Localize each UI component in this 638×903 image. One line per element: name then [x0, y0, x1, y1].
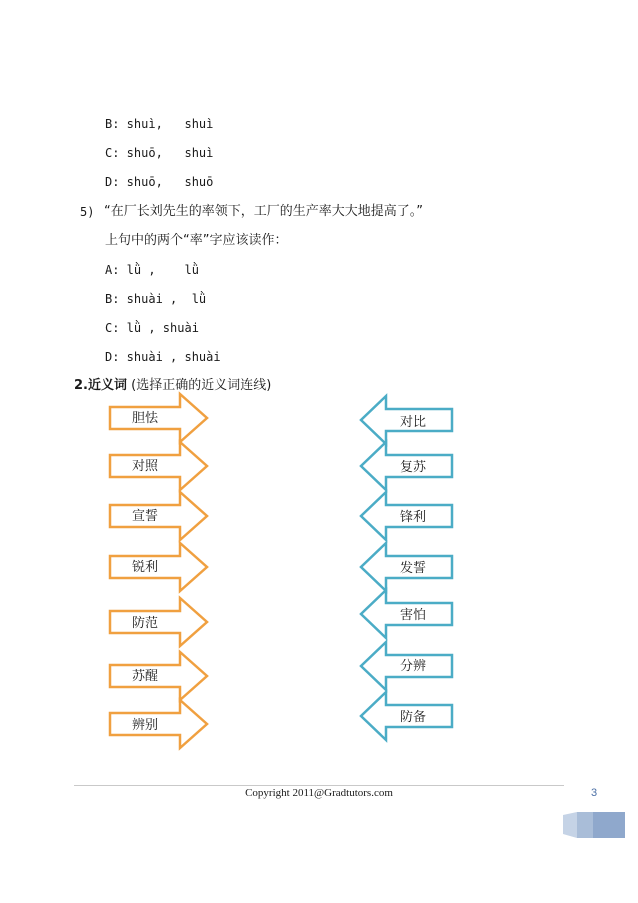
page-corner-decoration: [563, 812, 625, 838]
right-word-5: 害怕: [400, 608, 427, 623]
question-number: 5): [80, 205, 95, 219]
right-word-6: 分辨: [400, 659, 427, 674]
page-number: 3: [591, 787, 598, 799]
option-a: A: lǜ , lǜ: [105, 263, 199, 277]
left-arrow-1[interactable]: [110, 394, 207, 442]
left-arrow-2[interactable]: [110, 442, 207, 490]
left-word-3: 宣誓: [132, 509, 159, 524]
left-arrow-3[interactable]: [110, 492, 207, 540]
right-word-2: 复苏: [400, 460, 427, 475]
right-word-3: 锋利: [400, 510, 427, 525]
right-arrow-1[interactable]: [361, 396, 452, 444]
footer-copyright: Copyright 2011@Gradtutors.com: [245, 787, 393, 799]
footer-divider: [74, 785, 564, 786]
left-arrow-5[interactable]: [110, 598, 207, 646]
section-instruction: (选择正确的近义词连线): [127, 378, 272, 393]
left-word-5: 防范: [132, 616, 159, 631]
right-arrow-5[interactable]: [361, 590, 452, 638]
right-arrow-6[interactable]: [361, 642, 452, 690]
section-number: 2.: [74, 378, 88, 393]
right-word-7: 防备: [400, 710, 427, 725]
right-arrow-4[interactable]: [361, 543, 452, 591]
left-word-2: 对照: [132, 459, 159, 474]
right-arrow-2[interactable]: [361, 442, 452, 490]
left-word-7: 辨别: [132, 718, 159, 733]
right-arrow-3[interactable]: [361, 492, 452, 540]
option-b: B: shuài , lǜ: [105, 292, 207, 306]
left-word-1: 胆怯: [132, 411, 159, 426]
left-arrow-6[interactable]: [110, 652, 207, 700]
option-d: D: shuài , shuài: [105, 350, 221, 364]
left-arrow-7[interactable]: [110, 700, 207, 748]
left-word-4: 锐利: [132, 560, 159, 575]
left-arrow-4[interactable]: [110, 543, 207, 591]
section-title: 近义词: [87, 378, 127, 393]
right-word-4: 发誓: [400, 561, 427, 576]
option-d-prev: D: shuō, shuō: [105, 175, 214, 189]
left-word-6: 苏醒: [132, 669, 159, 684]
option-c-prev: C: shuō, shuì: [105, 146, 214, 160]
right-arrow-7[interactable]: [361, 692, 452, 740]
option-c: C: lǜ , shuài: [105, 321, 199, 335]
right-word-1: 对比: [400, 415, 427, 430]
option-b-prev: B: shuì, shuì: [105, 117, 214, 131]
question-prompt: 上句中的两个“率”字应该读作：: [105, 233, 288, 248]
question-sentence: “在厂长刘先生的率领下，工厂的生产率大大地提高了。”: [104, 204, 423, 219]
